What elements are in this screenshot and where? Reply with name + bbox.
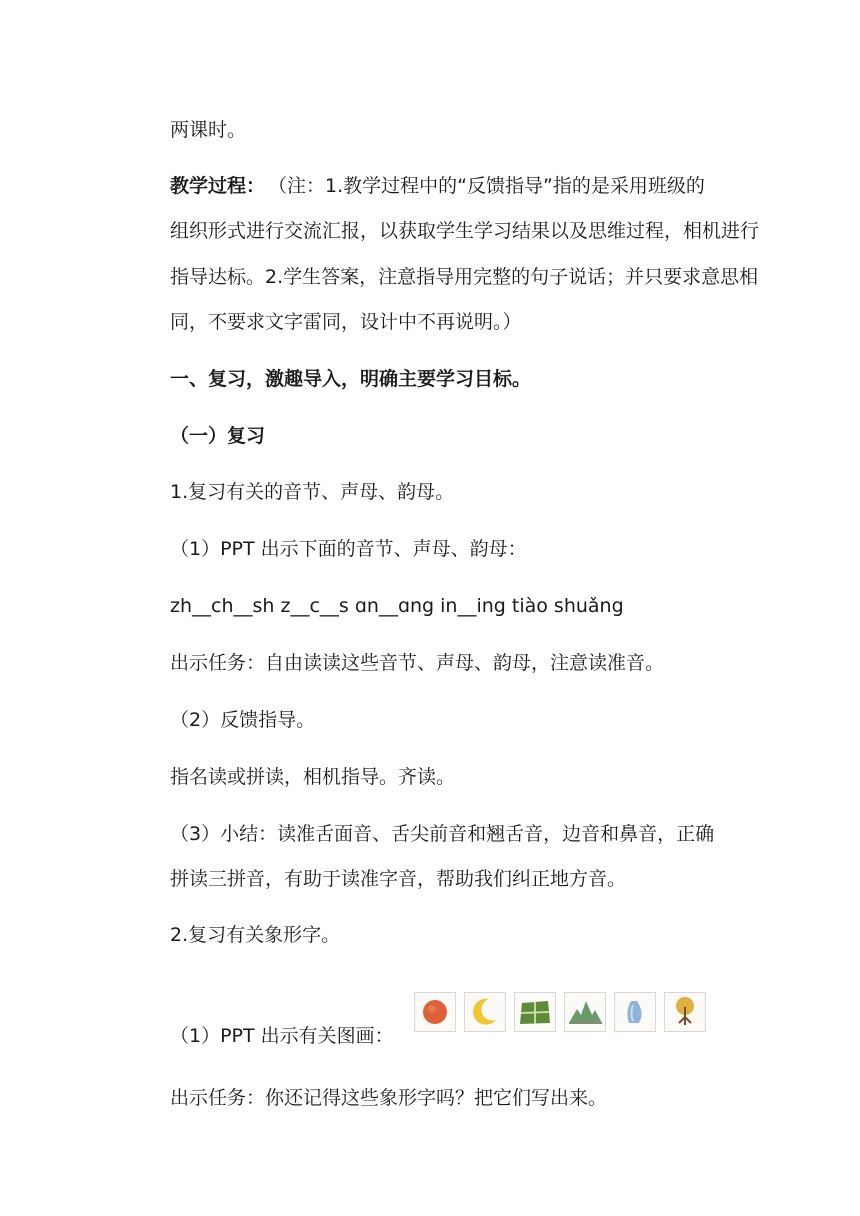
subsection-heading-review: （一）复习 <box>170 425 266 447</box>
heading-teaching-process: 教学过程： <box>170 175 266 197</box>
note-line-2: 组织形式进行交流汇报，以获取学生学习结果以及思维过程，相机进行 <box>170 220 760 242</box>
water-icon <box>614 992 656 1032</box>
field-icon <box>514 992 556 1032</box>
summary-line-1: （3）小结：读准舌面音、舌尖前音和翘舌音，边音和鼻音，正确 <box>170 823 715 845</box>
task-read-aloud: 出示任务：自由读读这些音节、声母、韵母，注意读准音。 <box>170 652 665 674</box>
moon-icon <box>464 992 506 1032</box>
note-line-1: （注：1.教学过程中的“反馈指导”指的是采用班级的 <box>268 175 705 197</box>
text-line-duration: 两课时。 <box>170 119 247 141</box>
pinyin-list: zh__ch__sh z__c__s ɑn__ɑng in__ing tiào shuǎng <box>170 595 624 617</box>
section-heading-review: 一、复习，激趣导入，明确主要学习目标。 <box>170 368 532 390</box>
pictogram-strip <box>414 992 706 1032</box>
item-feedback: （2）反馈指导。 <box>170 709 316 731</box>
summary-line-2: 拼读三拼音，有助于读准字音，帮助我们纠正地方音。 <box>170 868 627 890</box>
tree-icon <box>664 992 706 1032</box>
text-name-read: 指名读或拼读，相机指导。齐读。 <box>170 766 456 788</box>
note-line-3: 指导达标。2.学生答案，注意指导用完整的句子说话；并只要求意思相 <box>170 266 759 288</box>
item-review-pictographs: 2.复习有关象形字。 <box>170 924 341 946</box>
item-review-syllables: 1.复习有关的音节、声母、韵母。 <box>170 481 455 503</box>
note-line-4: 同，不要求文字雷同，设计中不再说明。） <box>170 311 522 333</box>
item-ppt-syllables: （1）PPT 出示下面的音节、声母、韵母： <box>170 538 527 560</box>
sun-icon <box>414 992 456 1032</box>
mountain-icon <box>564 992 606 1032</box>
item-ppt-pictures: （1）PPT 出示有关图画： <box>170 1025 394 1047</box>
task-write-pictographs: 出示任务：你还记得这些象形字吗？把它们写出来。 <box>170 1087 608 1109</box>
